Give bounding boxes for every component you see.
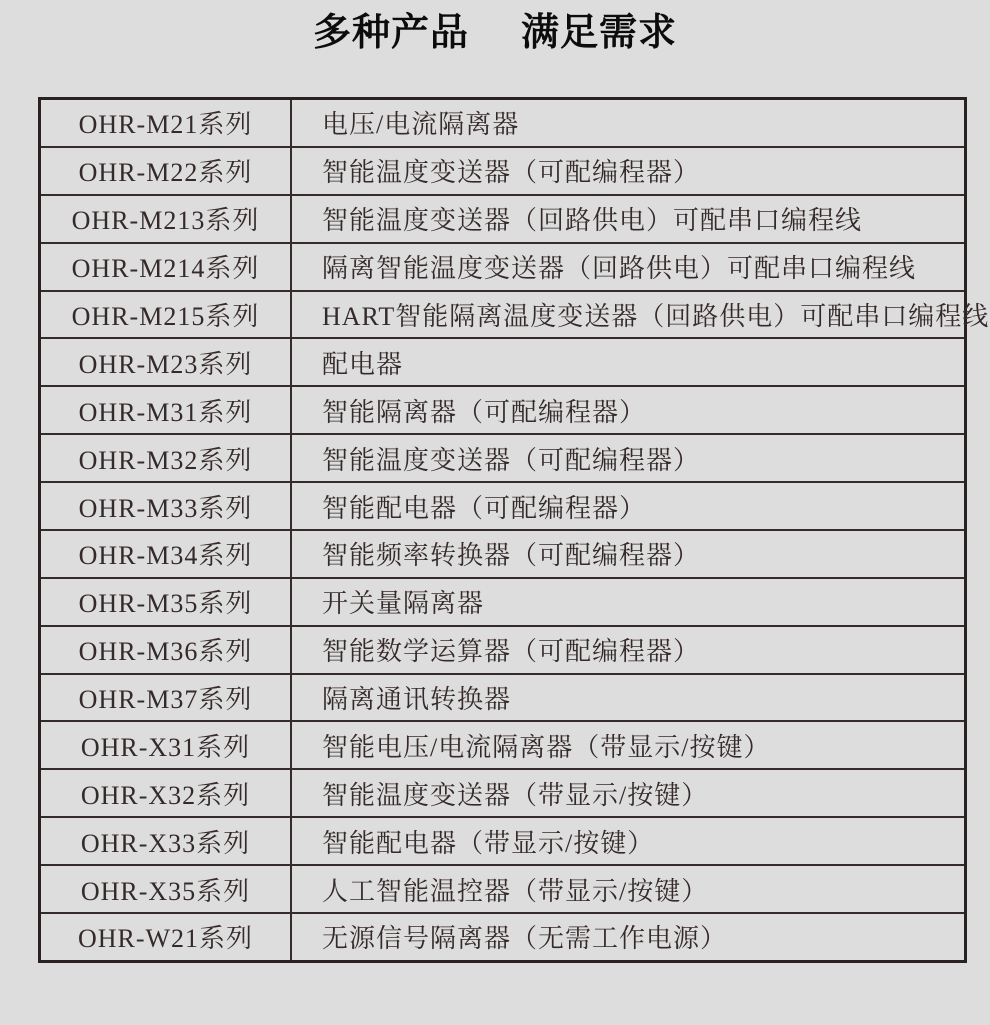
product-table-body <box>40 99 990 962</box>
page-title-right: 满足需求 <box>521 12 678 54</box>
description-cell: 无源信号隔离器（无需工作电源） <box>291 913 966 962</box>
description-cell: 智能数学运算器（可配编程器） <box>291 626 966 674</box>
table-row <box>40 195 966 243</box>
series-cell: OHR-X33系列 <box>40 817 292 865</box>
table-row <box>40 578 966 626</box>
table-row <box>40 99 966 147</box>
description-cell: 隔离智能温度变送器（回路供电）可配串口编程线 <box>291 243 966 291</box>
table-row <box>40 865 966 913</box>
description-cell: 开关量隔离器 <box>291 578 966 626</box>
description-cell: 智能温度变送器（回路供电）可配串口编程线 <box>291 195 966 243</box>
description-cell: 智能电压/电流隔离器（带显示/按键） <box>291 721 966 769</box>
description-cell: 智能温度变送器（可配编程器） <box>291 147 966 195</box>
series-cell: OHR-M22系列 <box>40 147 292 195</box>
description-cell: 配电器 <box>291 338 966 386</box>
series-cell: OHR-X35系列 <box>40 865 292 913</box>
series-cell: OHR-M21系列 <box>40 99 292 147</box>
series-cell: OHR-M35系列 <box>40 578 292 626</box>
series-cell: OHR-M36系列 <box>40 626 292 674</box>
table-row <box>40 434 966 482</box>
series-cell: OHR-M31系列 <box>40 386 292 434</box>
description-cell: 智能隔离器（可配编程器） <box>291 386 966 434</box>
series-cell: OHR-M23系列 <box>40 338 292 386</box>
description-cell: 人工智能温控器（带显示/按键） <box>291 865 966 913</box>
description-cell: 智能频率转换器（可配编程器） <box>291 530 966 578</box>
table-row <box>40 386 966 434</box>
table-row <box>40 338 966 386</box>
table-row <box>40 769 966 817</box>
series-cell: OHR-X31系列 <box>40 721 292 769</box>
series-cell: OHR-M213系列 <box>40 195 292 243</box>
series-cell: OHR-X32系列 <box>40 769 292 817</box>
series-cell: OHR-M33系列 <box>40 482 292 530</box>
table-row <box>40 674 966 722</box>
page-title <box>0 0 990 55</box>
product-table <box>38 97 990 963</box>
series-cell: OHR-M214系列 <box>40 243 292 291</box>
series-cell: OHR-W21系列 <box>40 913 292 962</box>
series-cell: OHR-M34系列 <box>40 530 292 578</box>
description-cell: 智能温度变送器（带显示/按键） <box>291 769 966 817</box>
page-title-left: 多种产品 <box>312 12 469 54</box>
table-row <box>40 626 966 674</box>
table-row <box>40 817 966 865</box>
table-row <box>40 721 966 769</box>
series-cell: OHR-M215系列 <box>40 291 292 339</box>
table-row <box>40 530 966 578</box>
table-row <box>40 147 966 195</box>
table-row <box>40 291 966 339</box>
description-cell: 隔离通讯转换器 <box>291 674 966 722</box>
description-cell: 电压/电流隔离器 <box>291 99 966 147</box>
description-cell: 智能配电器（带显示/按键） <box>291 817 966 865</box>
description-cell: 智能温度变送器（可配编程器） <box>291 434 966 482</box>
series-cell: OHR-M37系列 <box>40 674 292 722</box>
series-cell: OHR-M32系列 <box>40 434 292 482</box>
description-cell: HART智能隔离温度变送器（回路供电）可配串口编程线 <box>291 291 966 339</box>
table-row <box>40 913 966 962</box>
table-row <box>40 482 966 530</box>
table-row <box>40 243 966 291</box>
description-cell: 智能配电器（可配编程器） <box>291 482 966 530</box>
